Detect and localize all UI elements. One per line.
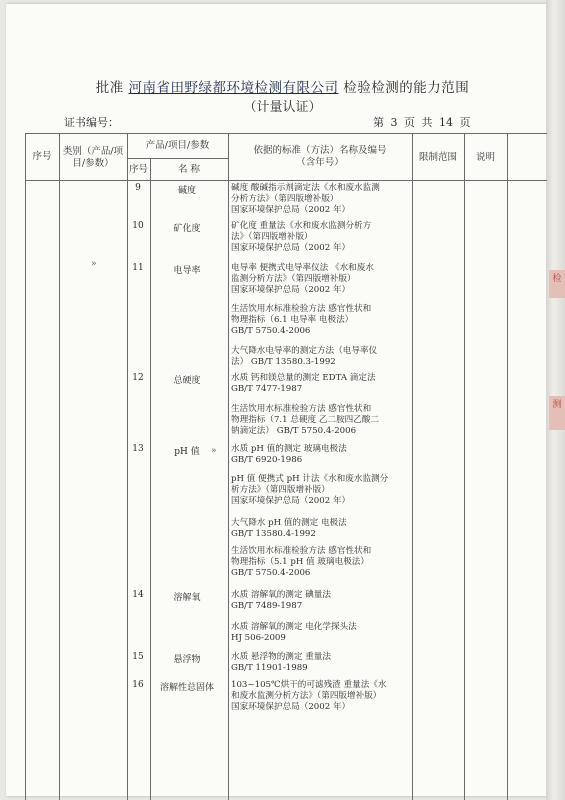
- header-seq: 序号: [32, 151, 52, 162]
- standard-line: 钠滴定法） GB/T 5750.4-2006: [231, 426, 357, 436]
- standard-line: pH 值 便携式 pH 计法《水和废水监测分: [231, 474, 389, 484]
- row-number: 16: [132, 680, 144, 690]
- header-name: 名 称: [177, 164, 201, 175]
- standard-line: 法》（第四版增补版）: [231, 232, 313, 242]
- row-number: 13: [132, 444, 144, 454]
- document-subtitle: （计量认证）: [243, 100, 322, 115]
- standard-line: 析方法》（第四版增补版）: [231, 485, 330, 495]
- standard-line: GB/T 13580.4-1992: [231, 529, 316, 539]
- standard-line: GB/T 6920-1986: [231, 455, 303, 465]
- standard-line: 监测分析方法》（第四版增补版）: [231, 274, 356, 284]
- parameter-name: 溶解氧: [173, 593, 201, 603]
- standard-line: 国家环境保护总局（2002 年）: [231, 205, 351, 215]
- parameter-name: pH 值: [174, 447, 200, 457]
- standard-line: 物理指标（7.1 总硬度 乙二胺四乙酸二: [231, 415, 380, 425]
- standard-method: [231, 518, 409, 540]
- scan-mark: »: [91, 259, 97, 269]
- standard-line: 电导率 便携式电导率仪法 《水和废水: [231, 263, 374, 273]
- standard-line: 国家环境保护总局（2002 年）: [231, 496, 351, 506]
- standard-line: GB/T 7477-1987: [231, 384, 303, 394]
- standard-method: [231, 474, 409, 507]
- title-scope: 检验检测的能力范围: [343, 80, 470, 96]
- scan-mark: »: [211, 446, 217, 456]
- standard-method: [231, 373, 409, 395]
- standard-line: 生活饮用水标准检验方法 感官性状和: [231, 546, 372, 556]
- standard-line: GB/T 11901-1989: [231, 663, 308, 673]
- standard-line: 国家环境保护总局（2002 年）: [231, 285, 351, 295]
- certificate-number-label: 证书编号：: [64, 116, 119, 129]
- standard-line: HJ 506-2009: [231, 633, 286, 643]
- edge-tab: 检: [549, 270, 565, 298]
- standard-line: 103~105℃烘干的可滤残渣 重量法《水: [231, 680, 387, 690]
- header-sub-seq: 序号: [128, 164, 148, 175]
- standard-line: 水质 溶解氧的测定 电化学探头法: [231, 622, 357, 632]
- standard-line: GB/T 5750.4-2006: [231, 568, 311, 578]
- title-approve: 批准: [95, 80, 124, 96]
- standard-line: GB/T 7489-1987: [231, 601, 303, 611]
- standard-line: 水质 pH 值的测定 玻璃电极法: [231, 444, 347, 454]
- binder-edge: [546, 0, 565, 800]
- row-number: 10: [132, 221, 144, 231]
- standard-line: 国家环境保护总局（2002 年）: [231, 243, 351, 253]
- row-number: 12: [132, 373, 144, 383]
- standard-method: [231, 221, 409, 254]
- standard-line: 生活饮用水标准检验方法 感官性状和: [231, 304, 372, 314]
- parameter-name: 总硬度: [173, 376, 201, 386]
- standard-line: GB/T 5750.4-2006: [231, 326, 311, 336]
- standard-line: 法） GB/T 13580.3-1992: [231, 357, 336, 367]
- standard-method: [231, 652, 409, 674]
- standard-line: 国家环境保护总局（2002 年）: [231, 702, 351, 712]
- standard-method: [231, 590, 409, 612]
- row-number: 15: [132, 652, 144, 662]
- standard-line: 水质 悬浮物的测定 重量法: [231, 652, 331, 662]
- page-count: 第 3 页 共 14 页: [373, 116, 471, 129]
- standard-method: [231, 183, 409, 216]
- edge-tab: 测: [549, 396, 565, 430]
- standard-method: [231, 444, 409, 466]
- standard-method: [231, 622, 409, 644]
- header-note: 说明: [475, 152, 495, 163]
- parameter-name: 矿化度: [173, 224, 201, 234]
- standard-method: [231, 680, 409, 713]
- standard-line: 物理指标（5.1 pH 值 玻璃电极法）: [231, 557, 369, 567]
- standard-method: [231, 263, 409, 296]
- standard-line: 碱度 酸碱指示剂滴定法《水和废水监测: [231, 183, 380, 193]
- parameter-name: 悬浮物: [173, 655, 201, 665]
- standard-line: 生活饮用水标准检验方法 感官性状和: [231, 404, 372, 414]
- standard-line: 分析方法》（第四版增补版）: [231, 194, 339, 204]
- row-number: 14: [132, 590, 144, 600]
- standard-method: [231, 346, 409, 368]
- standard-line: 水质 溶解氧的测定 碘量法: [231, 590, 331, 600]
- row-number: 9: [135, 183, 141, 193]
- parameter-name: 碱度: [177, 186, 196, 196]
- standard-line: 物理指标（6.1 电导率 电极法）: [231, 315, 354, 325]
- standard-line: 大气降水电导率的测定方法（电导率仪: [231, 346, 378, 356]
- standard-line: 矿化度 重量法《水和废水监测分析方: [231, 221, 372, 231]
- standard-line: 水质 钙和镁总量的测定 EDTA 滴定法: [231, 373, 376, 383]
- header-category: 类别（产品/项目/参数）: [62, 146, 124, 169]
- row-number: 11: [132, 263, 144, 273]
- header-product-group: 产品/项目/参数: [145, 140, 210, 151]
- standard-line: 和废水监测分析方法》（第四版增补版）: [231, 691, 382, 701]
- header-limit: 限制范围: [418, 152, 457, 163]
- document-title: [0, 76, 565, 96]
- standard-method: [231, 546, 409, 579]
- parameter-name: 电导率: [173, 266, 201, 276]
- header-standard: 依据的标准（方法）名称及编号（含年号）: [253, 145, 387, 168]
- title-organization: 河南省田野绿都环境检测有限公司: [128, 80, 339, 96]
- standard-method: [231, 304, 409, 337]
- standard-line: 大气降水 pH 值的测定 电极法: [231, 518, 347, 528]
- parameter-name: 溶解性总固体: [159, 683, 214, 693]
- standard-method: [231, 404, 409, 437]
